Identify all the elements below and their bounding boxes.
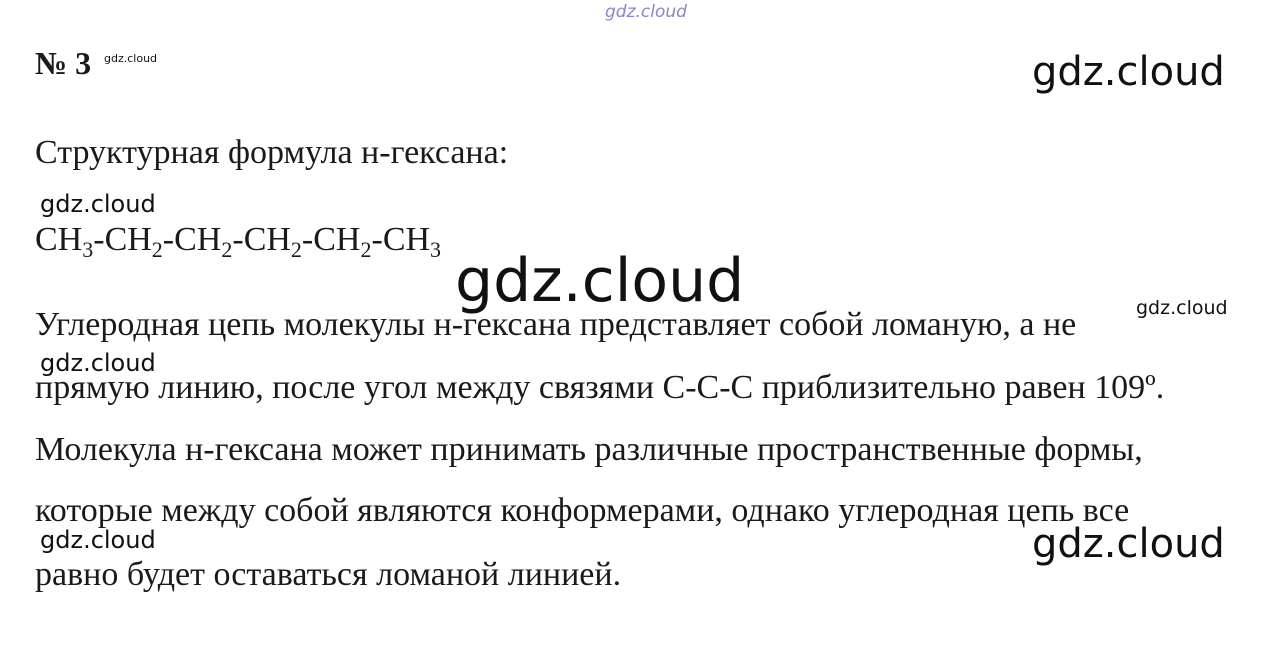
watermark-top-right: gdz.cloud [1032, 49, 1225, 95]
formula-part-6: $CH_3$ [382, 221, 442, 262]
watermark-tiny: gdz.cloud [104, 52, 158, 65]
watermark-left-1: gdz.cloud [40, 190, 156, 218]
formula-part-5: $CH_2-$ [313, 221, 383, 262]
formula-part-2: $CH_2-$ [104, 221, 175, 262]
paragraph-line-1: Углеродная цепь молекулы н-гексана представляет собой ломаную, а не [35, 306, 1077, 343]
formula-part-4: $CH_2-$ [243, 221, 314, 262]
watermark-bottom-right: gdz.cloud [1032, 521, 1225, 567]
formula [35, 221, 442, 262]
paragraph-line-2: прямую линию, после угол между связями С-С-С приблизительно равен 109º. [35, 369, 1165, 406]
watermark-top: gdz.cloud [605, 2, 687, 22]
formula-part-3: $CH_2-$ [174, 221, 244, 262]
formula-part-1: $CH_3-$ [35, 221, 105, 262]
watermark-left-2: gdz.cloud [40, 349, 156, 377]
paragraph-line-3: Молекула н-гексана может принимать различные пространственные формы, [35, 431, 1143, 468]
watermark-right: gdz.cloud [1136, 297, 1228, 319]
paragraph-line-5: равно будет оставаться ломаной линией. [35, 556, 622, 593]
problem-number: № 3 [35, 45, 92, 81]
heading: Структурная формула н-гексана: [35, 134, 509, 171]
watermark-center: gdz.cloud [455, 246, 745, 316]
paragraph-line-4: которые между собой являются конформерами, однако углеродная цепь все [35, 492, 1130, 529]
watermark-left-3: gdz.cloud [40, 526, 156, 554]
